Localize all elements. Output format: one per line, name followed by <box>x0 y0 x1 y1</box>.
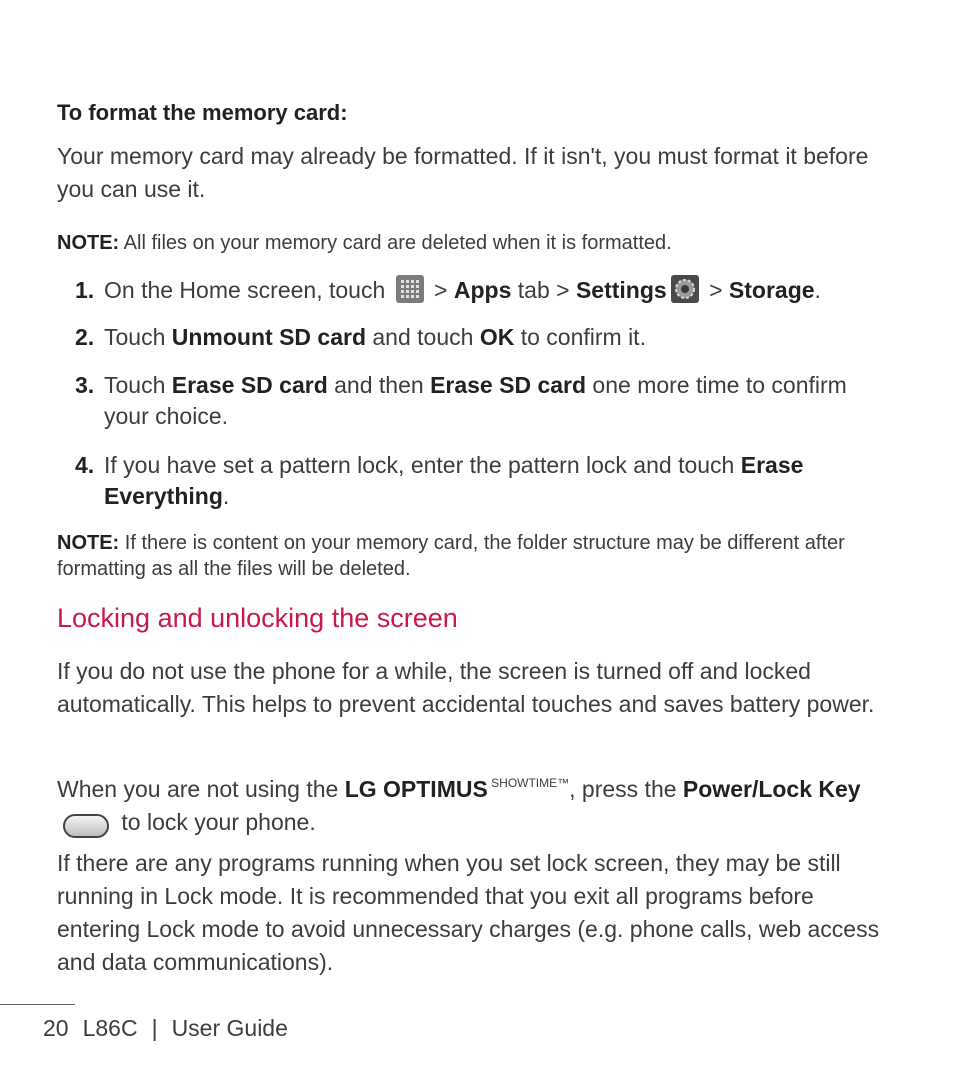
step-text: > <box>427 277 454 303</box>
para-text: , press the <box>569 776 683 802</box>
section-title: Locking and unlocking the screen <box>57 603 458 633</box>
step-number: 4. <box>75 452 95 478</box>
note-text: If there is content on your memory card, the folder structure may be different after formatting as all the files will be deleted. <box>57 532 845 580</box>
note-label: NOTE: <box>57 232 120 254</box>
step-number: 1. <box>75 277 95 303</box>
apps-grid-icon <box>396 275 424 303</box>
step-text: Touch <box>104 324 172 350</box>
note-folder <box>57 530 897 582</box>
settings-label: Settings <box>575 277 667 303</box>
note-label: NOTE: <box>57 532 120 554</box>
step-2 <box>75 322 875 353</box>
step-text: and then <box>327 372 431 398</box>
page-footer <box>43 1015 302 1042</box>
step-text: to confirm it. <box>514 324 646 350</box>
power-lock-label: Power/Lock Key <box>682 776 861 802</box>
format-intro: Your memory card may already be formatted. If it isn't, you must format it before you can use it. <box>57 143 869 202</box>
footer-separator: | <box>151 1015 158 1041</box>
model-name: L86C <box>82 1015 138 1041</box>
footer-divider <box>0 1004 75 1005</box>
step-text: > <box>702 277 729 303</box>
storage-label: Storage <box>728 277 815 303</box>
para-text: When you are not using the <box>57 776 345 802</box>
para-text: to lock your phone. <box>115 809 316 835</box>
lock-paragraph-1: If you do not use the phone for a while, the screen is turned off and locked automatically. This helps to prevent accidental touches and saves battery power. <box>57 658 875 717</box>
page-number: 20 <box>43 1015 69 1041</box>
step-text: . <box>814 277 821 303</box>
erase-sd-label: Erase SD card <box>171 372 328 398</box>
step-number: 3. <box>75 372 95 398</box>
note-format <box>57 230 897 256</box>
step-text: tab > <box>511 277 576 303</box>
step-text: On the Home screen, touch <box>104 277 392 303</box>
erase-everything-label: Erase Everything <box>104 452 804 509</box>
step-4 <box>75 450 875 512</box>
power-lock-key-icon <box>63 814 109 838</box>
step-text: one more time to confirm your choice. <box>104 372 847 429</box>
guide-title: User Guide <box>171 1015 288 1041</box>
unmount-label: Unmount SD card <box>171 324 366 350</box>
step-number: 2. <box>75 324 95 350</box>
step-3 <box>75 370 875 432</box>
settings-gear-icon <box>671 275 699 303</box>
step-1 <box>75 275 875 306</box>
phone-model-label: LG OPTIMUS <box>344 776 488 802</box>
step-text: . <box>222 483 230 509</box>
step-text: Touch <box>104 372 172 398</box>
lock-paragraph-3: If there are any programs running when you set lock screen, they may be still running in Lock mode. It is recommended that you exit all programs before entering Lock mode to avoid unnecessary charges (e.g. phone calls, web access and data communications). <box>57 850 880 975</box>
ok-label: OK <box>479 324 515 350</box>
note-text: All files on your memory card are deleted when it is formatted. <box>119 232 672 254</box>
showtime-sup: SHOWTIME™ <box>487 776 570 790</box>
step-text: If you have set a pattern lock, enter the pattern lock and touch <box>104 452 741 478</box>
step-text: and touch <box>366 324 480 350</box>
format-heading: To format the memory card: <box>57 100 348 125</box>
apps-label: Apps <box>453 277 512 303</box>
lock-paragraph-2 <box>57 767 887 839</box>
erase-sd-label: Erase SD card <box>430 372 587 398</box>
